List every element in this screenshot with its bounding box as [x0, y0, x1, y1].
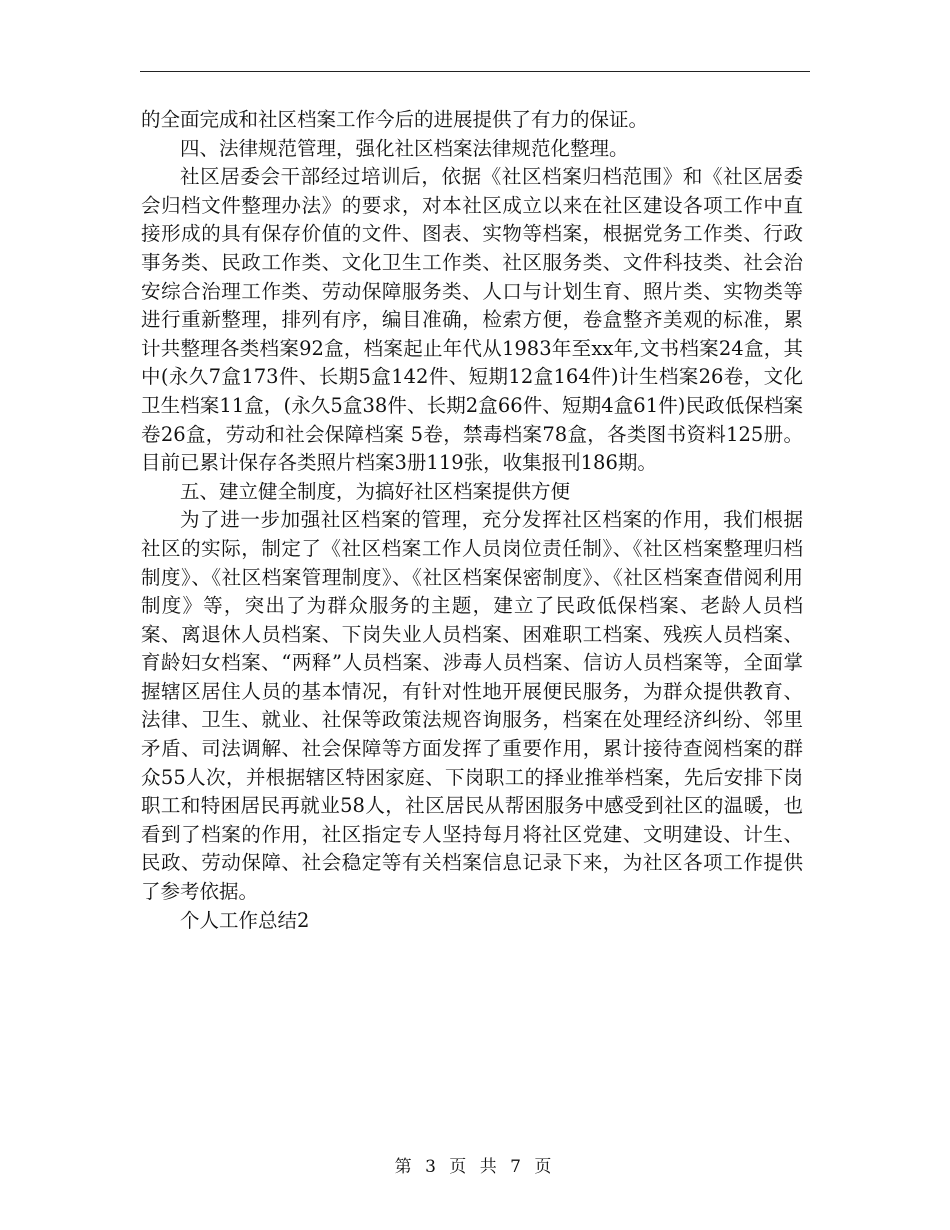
header-rule [140, 71, 810, 72]
paragraph-archive-organization: 社区居委会干部经过培训后，依据《社区档案归档范围》和《社区居委会归档文件整理办法》的要求，对本社区成立以来在社区建设各项工作中直接形成的具有保存价值的文件、图表、实物等档案，根据党务工作类、行政事务类、民政工作类、文化卫生工作类、社区服务类、文件科技类、社会治安综合治理工作类、劳动保障服务类、人口与计划生育、照片类、实物类等进行重新整理，排列有序，编目准确，检索方便，卷盒整齐美观的标准，累计共整理各类档案92盒，档案起止年代从1983年至xx年,文书档案24盒，其中(永久7盒173件、长期5盒142件、短期12盒164件)计生档案26卷，文化卫生档案11盒，(永久5盒38件、长期2盒66件、短期4盒61件)民政低保档案卷26盒，劳动和社会保障档案 5卷，禁毒档案78盒，各类图书资料125册。目前已累计保存各类照片档案3册119张，收集报刊186期。 [141, 165, 803, 475]
page-number-footer: 第 3 页 共 7 页 [394, 1157, 556, 1177]
section-heading-5: 五、建立健全制度，为搞好社区档案提供方便 [180, 479, 571, 503]
document-body [141, 106, 803, 935]
next-section-title: 个人工作总结2 [180, 908, 310, 932]
paragraph-continuation: 的全面完成和社区档案工作今后的进展提供了有力的保证。 [141, 108, 649, 131]
section-heading-4: 四、法律规范管理，强化社区档案法律规范化整理。 [180, 136, 629, 160]
paragraph-archive-system: 为了进一步加强社区档案的管理，充分发挥社区档案的作用，我们根据社区的实际，制定了《社区档案工作人员岗位责任制》、《社区档案整理归档制度》、《社区档案管理制度》、《社区档案保密制度》、《社区档案查借阅利用制度》等，突出了为群众服务的主题，建立了民政低保档案、老龄人员档案、离退休人员档案、下岗失业人员档案、困难职工档案、残疾人员档案、育龄妇女档案、“两释”人员档案、涉毒人员档案、信访人员档案等，全面掌握辖区居住人员的基本情况，有针对性地开展便民服务，为群众提供教育、法律、卫生、就业、社保等政策法规咨询服务，档案在处理经济纠纷、邻里矛盾、司法调解、社会保障等方面发挥了重要作用，累计接待查阅档案的群众55人次，并根据辖区特困家庭、下岗职工的择业推举档案，先后安排下岗职工和特困居民再就业58人，社区居民从帮困服务中感受到社区的温暖，也看到了档案的作用，社区指定专人坚持每月将社区党建、文明建设、计生、民政、劳动保障、社会稳定等有关档案信息记录下来，为社区各项工作提供了参考依据。 [141, 508, 803, 904]
